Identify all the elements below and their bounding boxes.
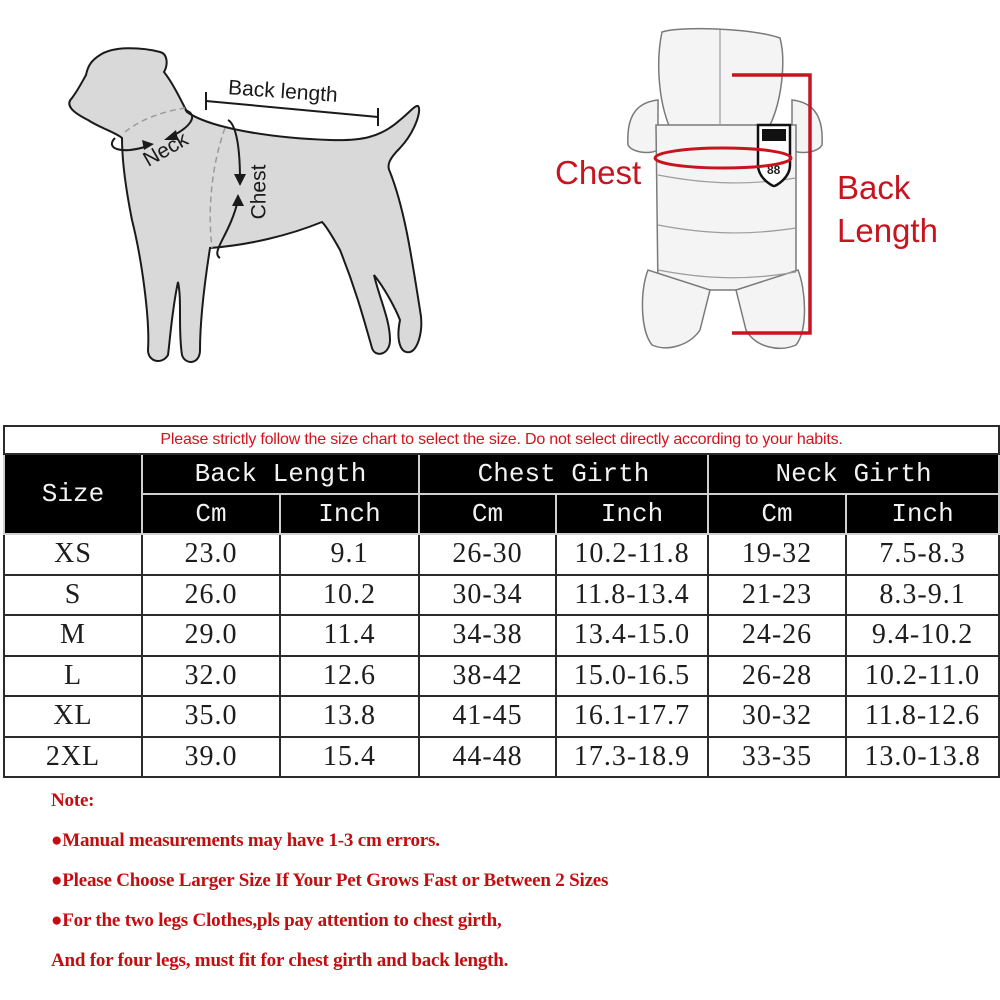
back-inch-cell: 11.4 xyxy=(280,615,419,656)
neck-cm-cell: 24-26 xyxy=(708,615,846,656)
chest-cm-cell: 41-45 xyxy=(419,696,556,737)
neck-inch-cell: 10.2-11.0 xyxy=(846,656,999,697)
garment-back-label: Back xyxy=(837,169,911,206)
size-chart-table xyxy=(3,425,1000,778)
chest-girth-header: Chest Girth xyxy=(419,454,708,494)
back-cm-cell: 39.0 xyxy=(142,737,280,778)
chest-inch-cell: 15.0-16.5 xyxy=(556,656,708,697)
chest-inch-cell: 13.4-15.0 xyxy=(556,615,708,656)
note-line: And for four legs, must fit for chest girth and back length. xyxy=(51,950,509,971)
neck-inch-cell: 7.5-8.3 xyxy=(846,534,999,575)
neck-cm-cell: 30-32 xyxy=(708,696,846,737)
garment-length-label: Length xyxy=(837,212,938,249)
garment-measurement-diagram xyxy=(540,0,960,390)
badge-number: 88 xyxy=(767,163,781,177)
chest-cm-cell: 44-48 xyxy=(419,737,556,778)
back-inch-cell: 13.8 xyxy=(280,696,419,737)
back-cm-cell: 32.0 xyxy=(142,656,280,697)
table-row xyxy=(4,696,999,737)
neck-inch-cell: 9.4-10.2 xyxy=(846,615,999,656)
neck-cm-cell: 19-32 xyxy=(708,534,846,575)
notes-section xyxy=(51,789,608,989)
size-column-header: Size xyxy=(4,454,142,534)
chest-girth-inch-header: Inch xyxy=(556,494,708,534)
chest-cm-cell: 34-38 xyxy=(419,615,556,656)
neck-girth-header: Neck Girth xyxy=(708,454,999,494)
note-line: ●Please Choose Larger Size If Your Pet Grows Fast or Between 2 Sizes xyxy=(51,870,609,891)
back-length-header: Back Length xyxy=(142,454,419,494)
size-chart-notice: Please strictly follow the size chart to select the size. Do not select directly according to your habits. xyxy=(4,426,999,454)
note-line: ●Manual measurements may have 1-3 cm errors. xyxy=(51,830,440,851)
neck-cm-cell: 33-35 xyxy=(708,737,846,778)
table-row xyxy=(4,737,999,778)
chest-girth-cm-header: Cm xyxy=(419,494,556,534)
header-row-units xyxy=(4,494,999,534)
table-row xyxy=(4,534,999,575)
chest-inch-cell: 17.3-18.9 xyxy=(556,737,708,778)
back-length-cm-header: Cm xyxy=(142,494,280,534)
note-line: ●For the two legs Clothes,pls pay attention to chest girth, xyxy=(51,910,502,931)
size-cell: XS xyxy=(4,534,142,575)
back-inch-cell: 12.6 xyxy=(280,656,419,697)
table-row xyxy=(4,615,999,656)
size-cell: L xyxy=(4,656,142,697)
neck-inch-cell: 13.0-13.8 xyxy=(846,737,999,778)
size-cell: XL xyxy=(4,696,142,737)
back-cm-cell: 29.0 xyxy=(142,615,280,656)
back-inch-cell: 15.4 xyxy=(280,737,419,778)
neck-inch-cell: 8.3-9.1 xyxy=(846,575,999,616)
back-cm-cell: 23.0 xyxy=(142,534,280,575)
notice-row xyxy=(4,426,999,454)
size-cell: S xyxy=(4,575,142,616)
size-cell: M xyxy=(4,615,142,656)
chest-inch-cell: 16.1-17.7 xyxy=(556,696,708,737)
neck-girth-inch-header: Inch xyxy=(846,494,999,534)
back-length-label: Back length xyxy=(227,76,339,107)
back-cm-cell: 35.0 xyxy=(142,696,280,737)
table-row xyxy=(4,656,999,697)
neck-girth-cm-header: Cm xyxy=(708,494,846,534)
back-cm-cell: 26.0 xyxy=(142,575,280,616)
notes-title: Note: xyxy=(51,790,95,811)
neck-cm-cell: 21-23 xyxy=(708,575,846,616)
chest-cm-cell: 30-34 xyxy=(419,575,556,616)
chest-inch-cell: 11.8-13.4 xyxy=(556,575,708,616)
neck-cm-cell: 26-28 xyxy=(708,656,846,697)
dog-measurement-diagram xyxy=(60,20,460,370)
size-cell: 2XL xyxy=(4,737,142,778)
neck-label: Neck xyxy=(139,127,193,172)
table-row xyxy=(4,575,999,616)
chest-inch-cell: 10.2-11.8 xyxy=(556,534,708,575)
back-inch-cell: 9.1 xyxy=(280,534,419,575)
garment-chest-label: Chest xyxy=(555,154,642,191)
chest-cm-cell: 26-30 xyxy=(419,534,556,575)
back-inch-cell: 10.2 xyxy=(280,575,419,616)
back-length-inch-header: Inch xyxy=(280,494,419,534)
chest-label: Chest xyxy=(247,164,271,220)
header-row-groups xyxy=(4,454,999,494)
chest-cm-cell: 38-42 xyxy=(419,656,556,697)
neck-inch-cell: 11.8-12.6 xyxy=(846,696,999,737)
